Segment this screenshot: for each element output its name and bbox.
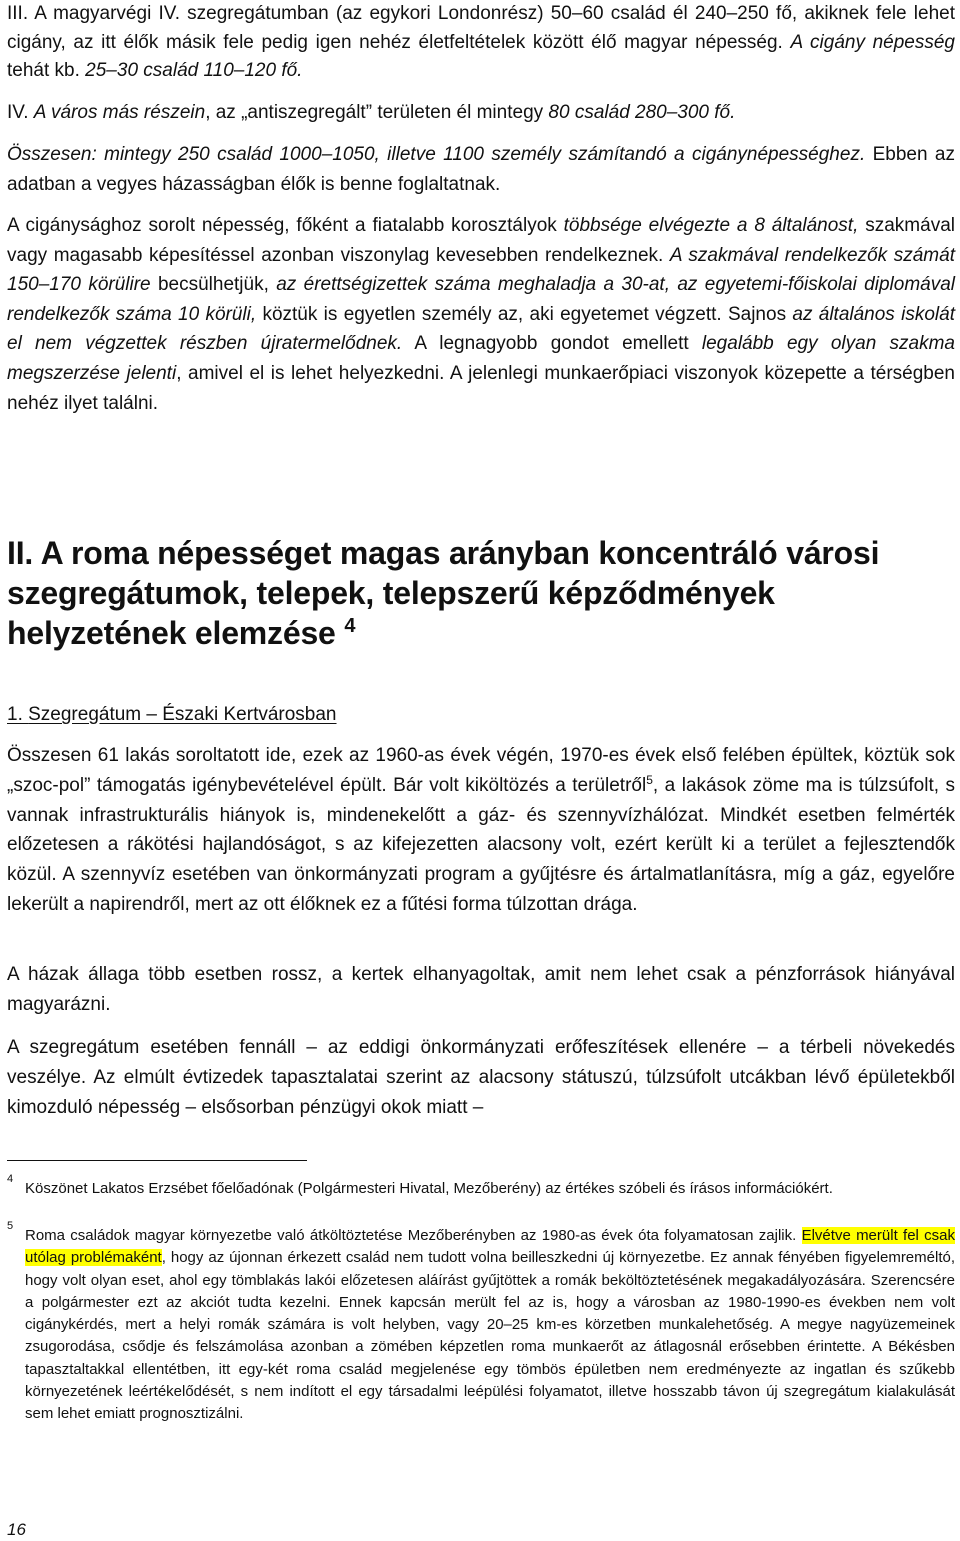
subsection-number: 1. [7, 704, 29, 725]
paragraph-housing [7, 741, 955, 920]
italic-run: 25–30 család 110–120 fő. [85, 60, 303, 81]
text-run: , amivel el is lehet helyezkedni. A jelenlegi munkaerőpiaci viszonyok közepette a térségben nehéz ilyet találni. [7, 362, 955, 414]
text-run: , a lakások zöme ma is túlzsúfolt, s vannak infrastrukturális hiányok is, mindenekelőtt a gáz- és szennyvízhálózat. Mindkét esetben felmérték előzetesen a rákötési hajlandóságot, s az kifejezetten alacsony volt, ezért került ki a terület a fejlesztendők közül. A szennyvíz esetében van önkormányzati program a gyűjtésre és ártalmatlanításra, míg a gáz, egyelőre lekerült a napirendről, mert az ott élőknek ez a fűtési forma túlzottan drága. [7, 774, 955, 915]
italic-run: az érettségizettek száma meghaladja a 30-at, az egyetemi-főiskolai diplomával rendelkezők száma 10 körüli, [7, 274, 955, 325]
text-run: IV. [7, 102, 34, 123]
footnote-5 [0, 1220, 955, 1426]
subsection-heading [7, 700, 337, 730]
italic-run: A szakmával rendelkezők számát 150–170 körülire [7, 244, 955, 296]
paragraph-growth-risk: A szegregátum esetében fennáll – az eddigi önkormányzati erőfeszítések ellenére – a térbeli növekedés veszélye. Az elmúlt évtizedek tapasztalatai szerint az alacsony státuszú, túlzsúfolt utcákban lévő épületekből kimozduló népesség – elsősorban pénzügyi okok miatt – [7, 1037, 955, 1118]
paragraph-total [7, 140, 955, 199]
text-run: , az „antiszegregált” területen él mintegy [205, 102, 549, 123]
footnote-4 [0, 1173, 955, 1200]
footnote-text [25, 1225, 955, 1426]
footnote-ref[interactable]: 5 [646, 772, 653, 787]
italic-run: többsége elvégezte a 8 általánost, [563, 215, 859, 236]
paragraph-houses-condition: A házak állaga több esetben rossz, a kertek elhanyagoltak, amit nem lehet csak a pénzforrások hiányával magyarázni. [7, 964, 955, 1015]
italic-run: Összesen: mintegy 250 család 1000–1050, illetve 1100 személy számítandó a cigánynépességhez. [7, 144, 866, 165]
italic-run: A cigány népesség [790, 31, 955, 53]
text-run: köztük is egyetlen személy az, aki egyetemet végzett. Sajnos [256, 303, 793, 325]
text-run: , hogy az újonnan érkezett család nem tudott volna beilleszkedni új környezetbe. Ez annak fényében figyelemreméltó, hogy volt olyan eset, ahol egy tömblakás lakói előzetesen aláírást gyűjtöttek a romák beköltöztetésének megakadályozására. Szerencsére a polgármester ezt az akciót tudta kezelni. Ennek kapcsán merült fel az is, hogy a városban az 1980-1990-es években nem volt cigánykérdés, mert a helyi romák számára is volt helyben, vagy 20–25 km-es körzetben munkalehetőség. A megye nagyüzemeinek zsugorodása, csődje és felszámolása azonban a zömében képzetlen roma munkaerőt az átlagosnál erősebben érintette. A Békésben tapasztaltakkal ellentétben, itt egy-két roma család megjelenése egy tömbös épületben nem eredményezte az ingatlan és szűkebb környezetének leértékelődését, s nem indított el egy társadalmi leépülési folyamatot, illetve hosszabb távon új szegregátum kialakulását sem lehet emiatt prognosztizálni. [25, 1249, 955, 1423]
footnote-divider [7, 1160, 307, 1161]
text-run: becsülhetjük, [150, 274, 277, 296]
footnote-text: Köszönet Lakatos Erzsébet főelőadónak (Polgármesteri Hivatal, Mezőberény) az értékes szóbeli és írásos információkért. [25, 1180, 833, 1197]
text-run: Összesen 61 lakás soroltatott ide, ezek az 1960-as évek végén, 1970-es évek első felében épültek, köztük sok „szoc-pol” támogatás igénybevételével épült. Bár volt kiköltözés a területről [7, 745, 955, 796]
footnote-mark: 5 [7, 1220, 14, 1232]
paragraph-other-parts [7, 98, 955, 128]
footnote-ref[interactable]: 4 [344, 615, 356, 637]
section-heading [7, 533, 955, 653]
text-run: Roma családok magyar környezetbe való átköltöztetése Mezőberényben az 1980-as évek óta folyamatosan zajlik. [25, 1227, 802, 1244]
text-run: III. A magyarvégi IV. szegregátumban (az egykori Londonrész) 50–60 család él 240–250 fő, akiknek fele lehet cigány, az itt élők másik fele pedig igen nehéz életfeltételek között élő magyar népesség. [7, 3, 955, 53]
italic-run: legalább egy olyan szakma megszerzése jelenti [7, 333, 955, 384]
text-run: A cigánysághoz sorolt népesség, főként a fiatalabb korosztályok [7, 215, 564, 236]
subsection-title: Szegregátum – Északi Kertvárosban [28, 704, 337, 725]
italic-run: A város más részein [33, 102, 206, 123]
heading-text: II. A roma népességet magas arányban koncentráló városi szegregátumok, telepek, telepszerű képződmények helyzetének elemzése [7, 535, 880, 651]
text-run: tehát kb. [7, 60, 86, 81]
text-run: A legnagyobb gondot emellett [402, 333, 702, 355]
highlighted-text: Elvétve merült fel csak utólag problémaként [25, 1227, 955, 1267]
italic-run: az általános iskolát el nem végzettek részben újratermelődnek. [7, 303, 955, 355]
paragraph-education [7, 211, 955, 418]
text-run: Ebben az adatban a vegyes házasságban élők is benne foglaltatnak. [7, 144, 955, 195]
footnote-mark: 4 [7, 1173, 14, 1185]
text-run: szakmával vagy magasabb képesítéssel azonban viszonylag kevesebben rendelkeznek. [7, 215, 955, 266]
page-number: 16 [7, 1520, 26, 1539]
italic-run: 80 család 280–300 fő. [548, 102, 736, 123]
paragraph-magyarveg [7, 0, 955, 86]
